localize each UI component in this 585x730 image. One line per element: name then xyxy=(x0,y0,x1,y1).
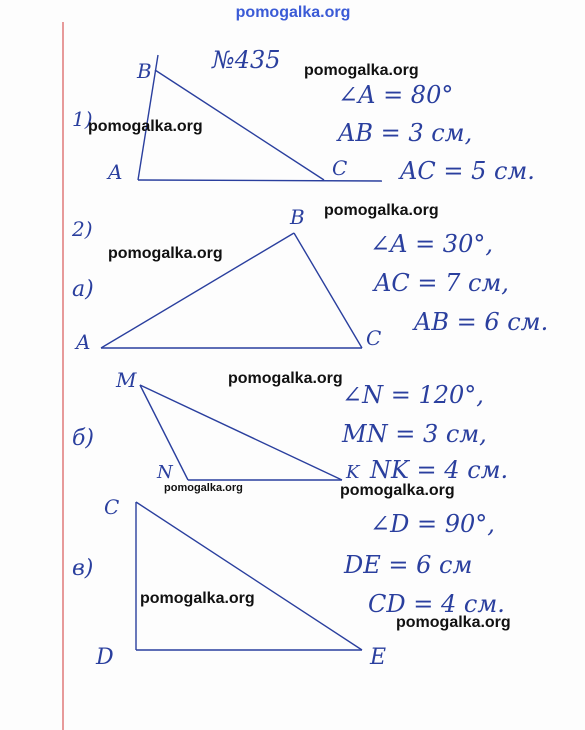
vertex-b-2a: B xyxy=(290,205,305,229)
vertex-k-2b: K xyxy=(346,462,360,483)
given-mn-2b: MN = 3 см, xyxy=(342,420,487,448)
vertex-d-2c: D xyxy=(96,645,114,670)
part2-label: 2) xyxy=(72,217,93,241)
given-ab-1: AB = 3 см, xyxy=(338,119,473,147)
vertex-c-1: C xyxy=(332,156,348,180)
side-ce-2c xyxy=(136,502,362,650)
vertex-m-2b: M xyxy=(116,368,137,392)
given-nk-2b: NK = 4 см. xyxy=(370,456,509,484)
given-angle-n-2b: ∠N = 120°, xyxy=(342,381,484,409)
given-cd-2c: CD = 4 см. xyxy=(368,590,505,618)
given-ab-2a: AB = 6 см. xyxy=(414,308,549,336)
watermark-3: pomogalka.org xyxy=(324,202,439,219)
part1-label: 1) xyxy=(72,107,93,131)
side-ac-1 xyxy=(138,180,382,181)
vertex-a-1: A xyxy=(108,160,123,184)
watermark-6: pomogalka.org xyxy=(164,482,243,494)
watermark-9: pomogalka.org xyxy=(396,614,511,631)
problem-number: №435 xyxy=(212,46,281,74)
given-ac-2a: AC = 7 см, xyxy=(374,269,509,297)
vertex-c-2a: C xyxy=(366,326,382,350)
watermark-5: pomogalka.org xyxy=(228,370,343,387)
watermark-4: pomogalka.org xyxy=(108,245,223,262)
watermark-7: pomogalka.org xyxy=(340,482,455,499)
part2b-label: б) xyxy=(72,426,95,451)
vertex-e-2c: E xyxy=(370,645,387,670)
given-angle-d-2c: ∠D = 90°, xyxy=(370,510,495,538)
given-de-2c: DE = 6 см xyxy=(344,551,473,579)
site-header-link[interactable]: pomogalka.org xyxy=(235,4,351,21)
given-ac-1: AC = 5 см. xyxy=(400,157,535,185)
part2c-label: в) xyxy=(72,556,94,581)
vertex-c-2c: C xyxy=(104,495,120,519)
vertex-a-2a: A xyxy=(76,330,91,354)
given-angle-a-1: ∠A = 80° xyxy=(338,81,454,109)
watermark-2: pomogalka.org xyxy=(88,118,203,135)
vertex-b-1: B xyxy=(137,59,152,83)
vertex-n-2b: N xyxy=(157,462,173,483)
side-bc-2a xyxy=(294,233,362,348)
given-angle-a-2a: ∠A = 30°, xyxy=(370,230,493,258)
watermark-8: pomogalka.org xyxy=(140,590,255,607)
watermark-1: pomogalka.org xyxy=(304,62,419,79)
part2a-label: а) xyxy=(72,277,94,302)
triangle-cde-2c xyxy=(136,502,362,650)
